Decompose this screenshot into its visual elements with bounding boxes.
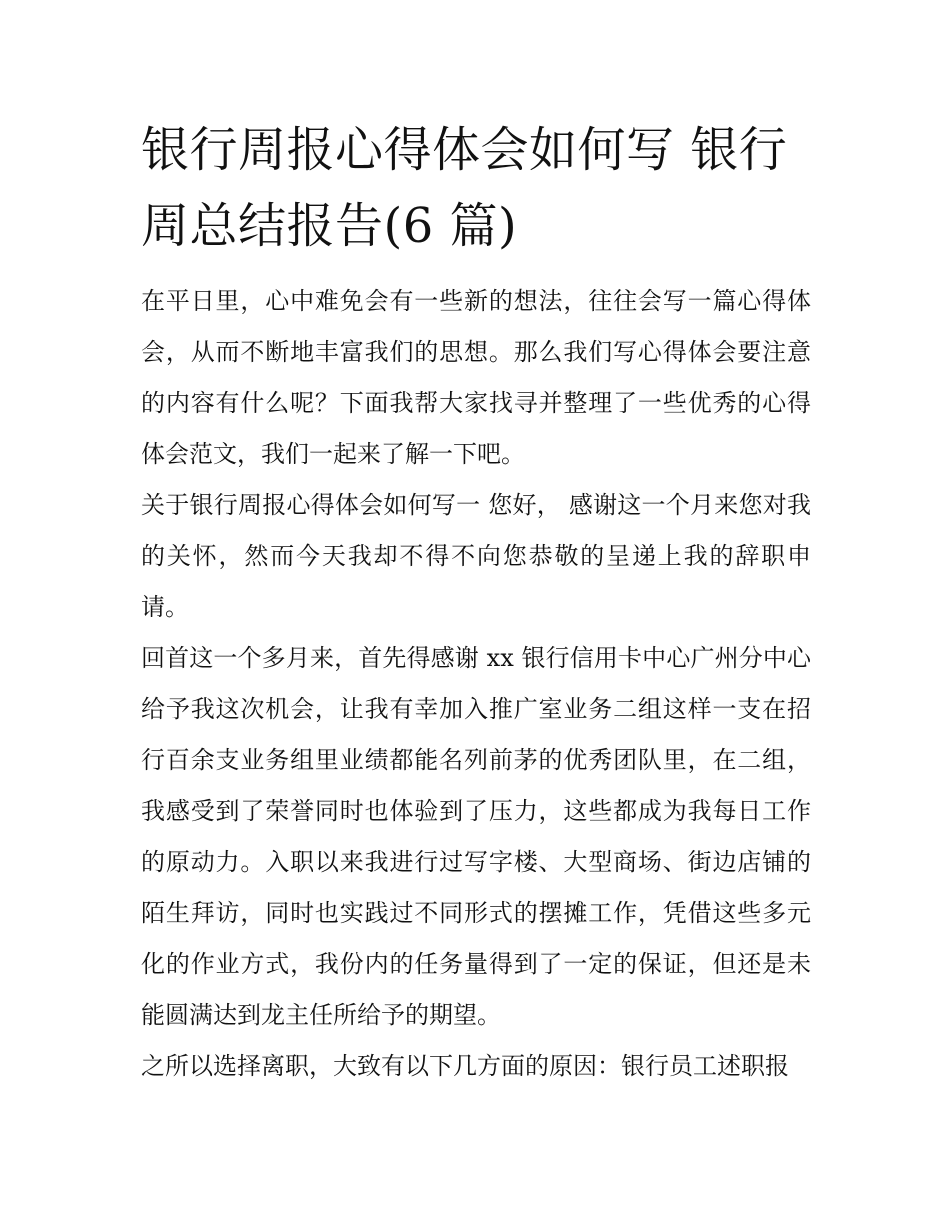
intro-paragraph: 在平日里，心中难免会有一些新的想法，往往会写一篇心得体会，从而不断地丰富我们的思想。那么我们写心得体会要注意的内容有什么呢？下面我帮大家找寻并整理了一些优秀的心得体会范文，我们一起来了解一下吧。 — [141, 287, 811, 468]
paragraph-list — [141, 276, 811, 1092]
document-body — [141, 112, 811, 1092]
document-title: 银行周报心得体会如何写 银行周总结报告(6 篇) — [141, 122, 788, 254]
review-paragraph: 回首这一个多月来，首先得感谢 xx 银行信用卡中心广州分中心给予我这次机会，让我有幸加入推广室业务二组这样一支在招行百余支业务组里业绩都能名列前茅的优秀团队里，在二组，我感受到了荣誉同时也体验到了压力，这些都成为我每日工作的原动力。入职以来我进行过写字楼、大型商场、街边店铺的陌生拜访，同时也实践过不同形式的摆摊工作，凭借这些多元化的作业方式，我份内的任务量得到了一定的保证，但还是未能圆满达到龙主任所给予的期望。 — [141, 644, 811, 1029]
section-one-paragraph: 关于银行周报心得体会如何写一 您好， 感谢这一个月来您对我的关怀，然而今天我却不得不向您恭敬的呈递上我的辞职申请。 — [141, 491, 811, 621]
reasons-paragraph: 之所以选择离职，大致有以下几方面的原因：银行员工述职报 — [141, 1052, 789, 1080]
